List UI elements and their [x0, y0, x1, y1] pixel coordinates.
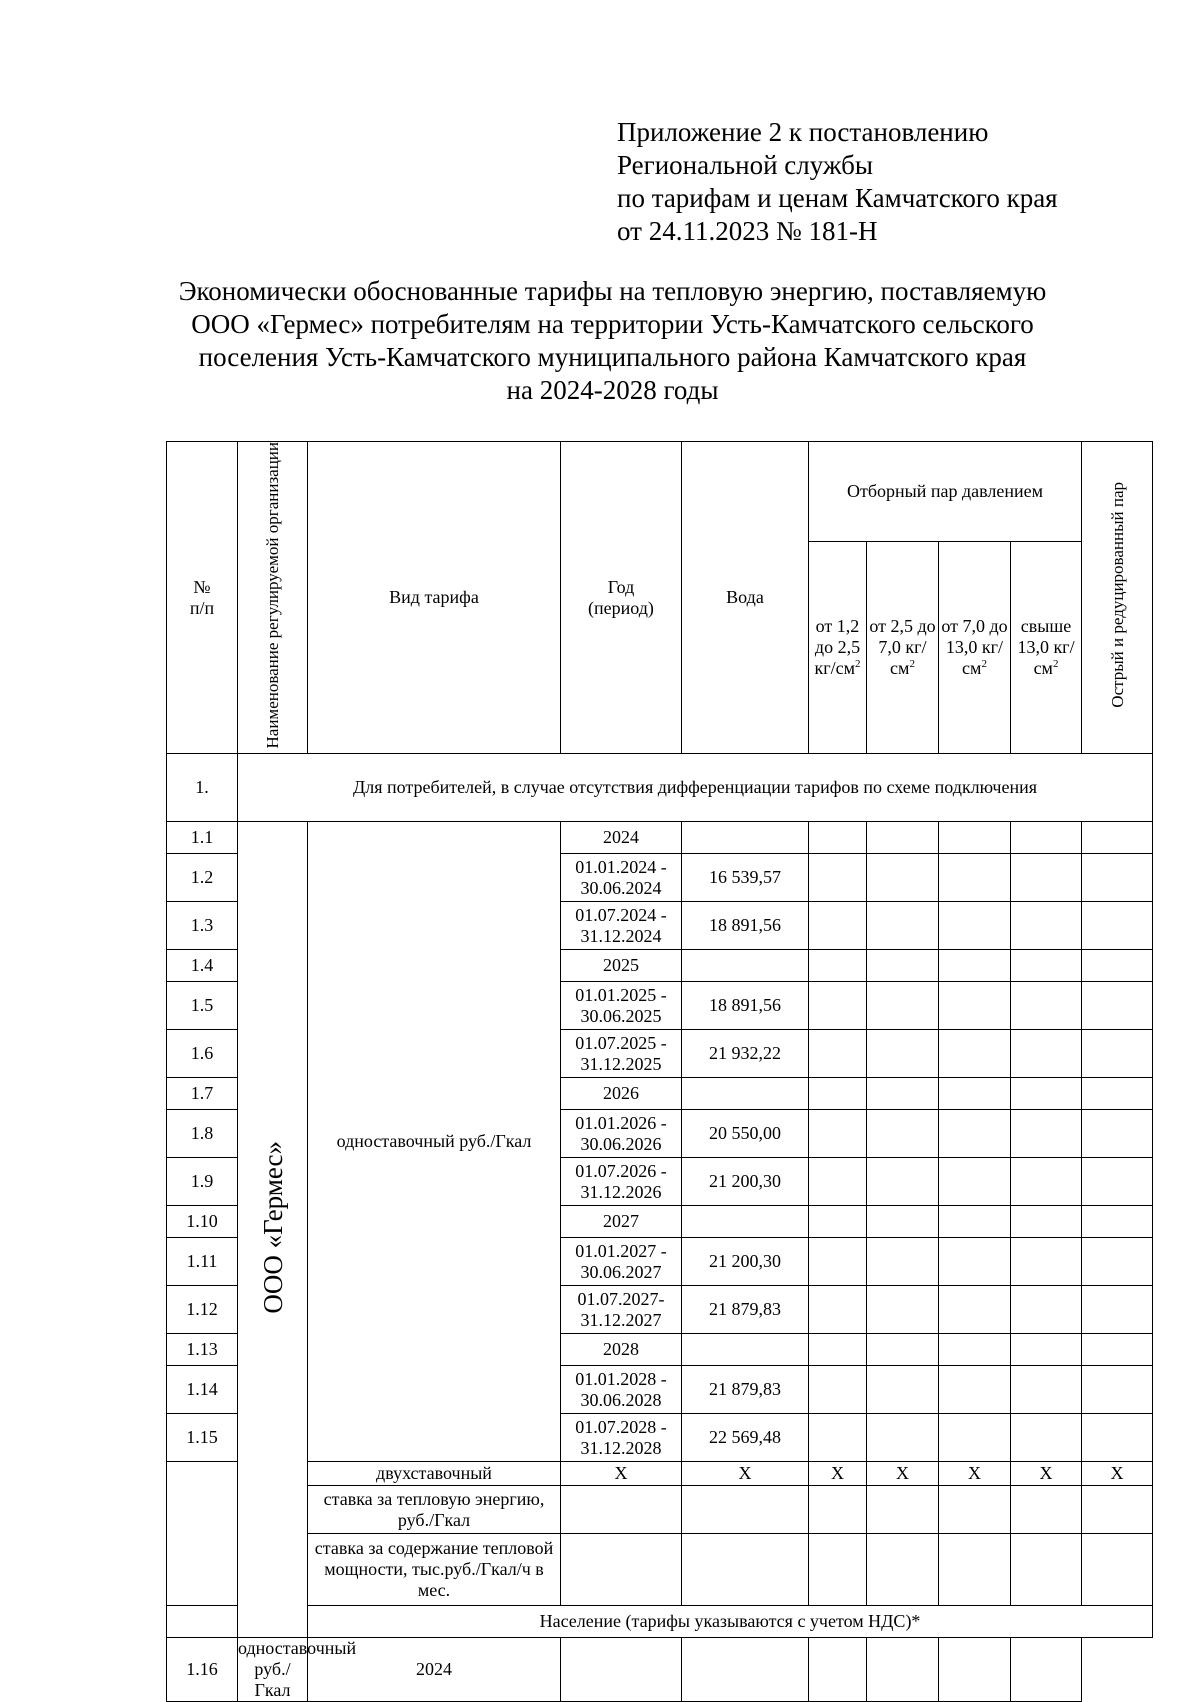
title-line: поселения Усть-Камчатского муниципального района Камчатского края	[198, 342, 1027, 372]
steam-value	[809, 1334, 867, 1366]
steam-value	[939, 1414, 1011, 1462]
row-number	[167, 1462, 238, 1606]
rate-value	[682, 1534, 809, 1606]
steam-value	[809, 902, 867, 950]
not-applicable-mark: Х	[939, 1462, 1011, 1486]
section-number: 1.	[167, 754, 238, 822]
row-number: 1.1	[167, 822, 238, 854]
header-steam-4: свыше 13,0 $кг/см^2$	[1011, 542, 1082, 754]
steam-value	[867, 902, 939, 950]
value-cell	[682, 1638, 809, 1702]
document-title	[160, 275, 1065, 407]
steam-value	[809, 1206, 867, 1238]
steam-value	[1011, 1158, 1082, 1206]
capacity-rate-label: ставка за содержание тепловой мощности, тыс.руб./Гкал/ч в мес.	[308, 1534, 561, 1606]
steam-value	[1011, 1414, 1082, 1462]
row-number: 1.15	[167, 1414, 238, 1462]
water-value: 20 550,00	[682, 1110, 809, 1158]
steam-value	[809, 1238, 867, 1286]
steam-value	[867, 1158, 939, 1206]
row-number: 1.13	[167, 1334, 238, 1366]
steam-value	[809, 1286, 867, 1334]
org-cell	[238, 822, 308, 1638]
rate-value	[867, 1486, 939, 1534]
steam-value	[939, 1158, 1011, 1206]
water-value: 18 891,56	[682, 902, 809, 950]
steam-value	[867, 854, 939, 902]
appendix-line: от 24.11.2023 № 181-Н	[617, 216, 878, 246]
water-value	[682, 1206, 809, 1238]
steam-value	[1011, 1238, 1082, 1286]
rate-value	[809, 1534, 867, 1606]
year-cell: 2027	[561, 1206, 682, 1238]
rate-value	[867, 1534, 939, 1606]
steam-value	[1011, 854, 1082, 902]
steam-value	[809, 1366, 867, 1414]
steam-value	[1082, 902, 1153, 950]
steam-value	[809, 1414, 867, 1462]
not-applicable-mark: Х	[809, 1462, 867, 1486]
value-cell	[561, 1638, 682, 1702]
steam-value	[1082, 1158, 1153, 1206]
water-value: 21 879,83	[682, 1366, 809, 1414]
steam-value	[1082, 1286, 1153, 1334]
steam-value	[867, 982, 939, 1030]
water-value: 21 200,30	[682, 1158, 809, 1206]
steam-value	[1011, 822, 1082, 854]
steam-value	[867, 1206, 939, 1238]
row-number	[167, 1606, 238, 1638]
row-number: 1.10	[167, 1206, 238, 1238]
not-applicable-mark: Х	[1011, 1462, 1082, 1486]
year-cell: 2025	[561, 950, 682, 982]
steam-value	[867, 1366, 939, 1414]
header-number: № п/п	[167, 442, 238, 754]
period-cell: 01.01.2026 - 30.06.2026	[561, 1110, 682, 1158]
water-value: 21 932,22	[682, 1030, 809, 1078]
year-cell: 2024	[561, 822, 682, 854]
steam-value	[809, 982, 867, 1030]
steam-value	[867, 1030, 939, 1078]
rate-value	[939, 1534, 1011, 1606]
appendix-line: Региональной службы	[617, 150, 874, 180]
header-steam-3: от 7,0 до 13,0 $кг/см^2$	[939, 542, 1011, 754]
steam-value	[1011, 1206, 1082, 1238]
steam-value	[1082, 822, 1153, 854]
steam-value	[1082, 1238, 1153, 1286]
water-value: 16 539,57	[682, 854, 809, 902]
year-cell: 2024	[308, 1638, 561, 1702]
rate-value	[939, 1486, 1011, 1534]
appendix-line: по тарифам и ценам Камчатского края	[617, 183, 1058, 213]
row-number: 1.6	[167, 1030, 238, 1078]
tariff-table	[166, 441, 1153, 1702]
period-cell: 01.07.2027- 31.12.2027	[561, 1286, 682, 1334]
water-value	[682, 1078, 809, 1110]
steam-value	[867, 1110, 939, 1158]
not-applicable-mark: Х	[1082, 1462, 1153, 1486]
row-number: 1.4	[167, 950, 238, 982]
steam-value	[939, 1206, 1011, 1238]
rate-value	[561, 1534, 682, 1606]
steam-value	[1082, 1078, 1153, 1110]
rate-value	[682, 1486, 809, 1534]
header-steam-2: от 2,5 до 7,0 $кг/см^2$	[867, 542, 939, 754]
steam-value	[867, 1238, 939, 1286]
row-number: 1.2	[167, 854, 238, 902]
population-title: Население (тарифы указываются с учетом НДС)*	[308, 1606, 1153, 1638]
period-cell: 01.07.2026 - 31.12.2026	[561, 1158, 682, 1206]
steam-value	[1082, 1110, 1153, 1158]
water-value: 22 569,48	[682, 1414, 809, 1462]
steam-value	[939, 950, 1011, 982]
steam-value	[1011, 1286, 1082, 1334]
rate-value	[1082, 1534, 1153, 1606]
not-applicable-mark: Х	[561, 1462, 682, 1486]
title-line: Экономически обоснованные тарифы на тепловую энергию, поставляемую	[178, 276, 1047, 306]
value-cell	[867, 1638, 939, 1702]
water-value	[682, 1334, 809, 1366]
steam-value	[939, 982, 1011, 1030]
not-applicable-mark: Х	[682, 1462, 809, 1486]
period-cell: 01.01.2027 - 30.06.2027	[561, 1238, 682, 1286]
year-cell: 2028	[561, 1334, 682, 1366]
row-number: 1.16	[167, 1638, 238, 1702]
period-cell: 01.01.2024 - 30.06.2024	[561, 854, 682, 902]
period-cell: 01.01.2025 - 30.06.2025	[561, 982, 682, 1030]
period-cell: 01.07.2028 - 31.12.2028	[561, 1414, 682, 1462]
two-rate-row	[167, 1462, 1153, 1486]
tariff-single-rate: одноставочный руб./Гкал	[238, 1638, 357, 1701]
capacity-rate-row	[167, 1534, 1153, 1606]
steam-value	[939, 1366, 1011, 1414]
steam-value	[1011, 1366, 1082, 1414]
steam-value	[867, 1078, 939, 1110]
steam-value	[1082, 1206, 1153, 1238]
appendix-reference	[617, 116, 1058, 248]
header-water: Вода	[682, 442, 809, 754]
steam-value	[939, 822, 1011, 854]
water-value: 21 200,30	[682, 1238, 809, 1286]
steam-value	[809, 1030, 867, 1078]
table-row	[167, 1638, 1153, 1702]
title-line: ООО «Гермес» потребителям на территории Усть-Камчатского сельского	[191, 309, 1034, 339]
appendix-line: Приложение 2 к постановлению	[617, 117, 989, 147]
water-value: 21 879,83	[682, 1286, 809, 1334]
period-cell: 01.07.2024 - 31.12.2024	[561, 902, 682, 950]
header-steam-group: Отборный пар давлением	[809, 442, 1082, 542]
steam-value	[1011, 982, 1082, 1030]
steam-value	[1082, 1030, 1153, 1078]
tariff-single-rate: одноставочный руб./Гкал	[308, 822, 561, 1462]
steam-value	[939, 1286, 1011, 1334]
org-name: ООО «Гермес»	[257, 1141, 288, 1314]
value-cell	[939, 1638, 1011, 1702]
row-number: 1.14	[167, 1366, 238, 1414]
steam-value	[809, 822, 867, 854]
row-number: 1.7	[167, 1078, 238, 1110]
energy-rate-row	[167, 1486, 1153, 1534]
energy-rate-label: ставка за тепловую энергию, руб./Гкал	[308, 1486, 561, 1534]
header-acute-steam: Острый и редуцированный пар	[1082, 442, 1153, 754]
steam-value	[939, 854, 1011, 902]
steam-value	[939, 1030, 1011, 1078]
steam-value	[1082, 1414, 1153, 1462]
value-cell	[1011, 1638, 1082, 1702]
steam-value	[1082, 982, 1153, 1030]
rate-value	[809, 1486, 867, 1534]
rate-value	[1011, 1534, 1082, 1606]
two-rate-label: двухставочный	[308, 1462, 561, 1486]
row-number: 1.9	[167, 1158, 238, 1206]
steam-value	[1011, 1030, 1082, 1078]
row-number: 1.12	[167, 1286, 238, 1334]
table-row	[167, 822, 1153, 854]
steam-value	[809, 854, 867, 902]
steam-value	[1082, 1334, 1153, 1366]
header-steam-1: от 1,2 до 2,5 $кг/см^2$	[809, 542, 867, 754]
steam-value	[939, 1238, 1011, 1286]
steam-value	[939, 902, 1011, 950]
water-value	[682, 822, 809, 854]
period-cell: 01.01.2028 - 30.06.2028	[561, 1366, 682, 1414]
rate-value	[1082, 1486, 1153, 1534]
section-title: Для потребителей, в случае отсутствия дифференциации тарифов по схеме подключения	[238, 754, 1153, 822]
rate-value	[1011, 1486, 1082, 1534]
steam-value	[1011, 902, 1082, 950]
steam-value	[1082, 950, 1153, 982]
row-number: 1.5	[167, 982, 238, 1030]
steam-value	[1011, 1110, 1082, 1158]
steam-value	[867, 1334, 939, 1366]
steam-value	[867, 1286, 939, 1334]
title-line: на 2024-2028 годы	[506, 375, 719, 405]
value-cell	[809, 1638, 867, 1702]
row-number: 1.11	[167, 1238, 238, 1286]
steam-value	[1011, 1078, 1082, 1110]
steam-value	[809, 1078, 867, 1110]
row-number: 1.8	[167, 1110, 238, 1158]
header-tariff-type: Вид тарифа	[308, 442, 561, 754]
steam-value	[809, 1110, 867, 1158]
header-year: Год (период)	[561, 442, 682, 754]
steam-value	[939, 1334, 1011, 1366]
steam-value	[939, 1078, 1011, 1110]
steam-value	[867, 822, 939, 854]
water-value: 18 891,56	[682, 982, 809, 1030]
year-cell: 2026	[561, 1078, 682, 1110]
row-number: 1.3	[167, 902, 238, 950]
steam-value	[1011, 950, 1082, 982]
steam-value	[1011, 1334, 1082, 1366]
steam-value	[1082, 1366, 1153, 1414]
water-value	[682, 950, 809, 982]
steam-value	[809, 1158, 867, 1206]
steam-value	[867, 1414, 939, 1462]
not-applicable-mark: Х	[867, 1462, 939, 1486]
rate-value	[561, 1486, 682, 1534]
steam-value	[809, 950, 867, 982]
header-organization: Наименование регулируемой организации	[238, 442, 308, 754]
steam-value	[1082, 854, 1153, 902]
steam-value	[867, 950, 939, 982]
period-cell: 01.07.2025 - 31.12.2025	[561, 1030, 682, 1078]
steam-value	[939, 1110, 1011, 1158]
population-row	[167, 1606, 1153, 1638]
